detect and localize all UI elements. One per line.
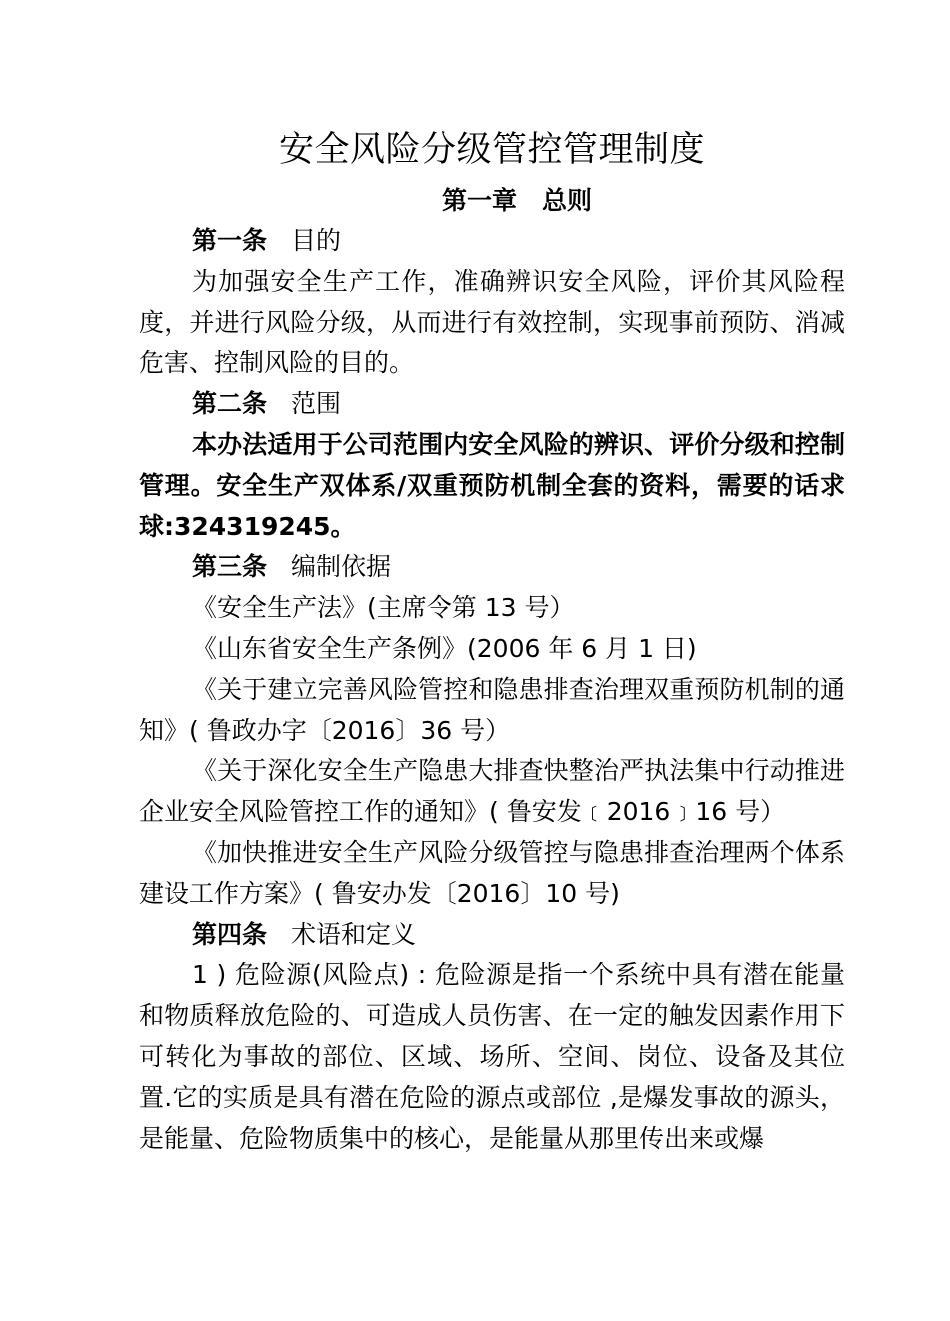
article-heading bbox=[139, 547, 845, 588]
document-body bbox=[139, 221, 845, 1159]
chapter-heading: 第一章 总则 bbox=[441, 186, 592, 215]
document-title: 安全风险分级管控管理制度 bbox=[278, 130, 705, 170]
article-heading bbox=[139, 915, 845, 956]
article-heading bbox=[139, 384, 845, 425]
article-heading bbox=[139, 221, 845, 262]
reference-item: 《山东省安全生产条例》(2006 年 6 月 1 日) bbox=[192, 633, 697, 663]
article-title: 术语和定义 bbox=[291, 919, 417, 949]
reference-item: 《安全生产法》(主席令第 13 号） bbox=[192, 593, 575, 623]
paragraph: 为加强安全生产工作，准确辨识安全风险，评价其风险程度，并进行风险分级，从而进行有效控制，实现事前预防、消减危害、控制风险的目的。 bbox=[139, 266, 845, 378]
reference-item: 《关于建立完善风险管控和隐患排查治理双重预防机制的通知》( 鲁政办字〔2016〕36 号） bbox=[139, 674, 845, 745]
article-title: 目的 bbox=[291, 226, 342, 255]
article-title: 编制依据 bbox=[291, 552, 392, 582]
article-number: 第二条 bbox=[192, 389, 268, 419]
article-number: 第一条 bbox=[192, 226, 268, 255]
article-title: 范围 bbox=[291, 389, 342, 419]
reference-item: 《关于深化安全生产隐患大排查快整治严执法集中行动推进企业安全风险管控工作的通知》( 鲁安发﹝2016﹞16 号） bbox=[139, 756, 845, 827]
paragraph: 本办法适用于公司范围内安全风险的辨识、评价分级和控制管理。安全生产双体系/双重预防机制全套的资料，需要的话求球:324319245。 bbox=[139, 429, 845, 541]
article-number: 第四条 bbox=[192, 919, 268, 949]
paragraph: 1 ) 危险源(风险点) : 危险源是指一个系统中具有潜在能量和物质释放危险的、可造成人员伤害、在一定的触发因素作用下可转化为事故的部位、区域、场所、空间、岗位、设备及其位置.它的实质是具有潜在危险的源点或部位 ,是爆发事故的源头，是能量、危险物质集中的核心，是能量从那里传出来或爆 bbox=[139, 960, 845, 1153]
reference-item: 《加快推进安全生产风险分级管控与隐患排查治理两个体系建设工作方案》( 鲁安办发〔2016〕10 号) bbox=[139, 837, 845, 908]
article-number: 第三条 bbox=[192, 552, 268, 582]
